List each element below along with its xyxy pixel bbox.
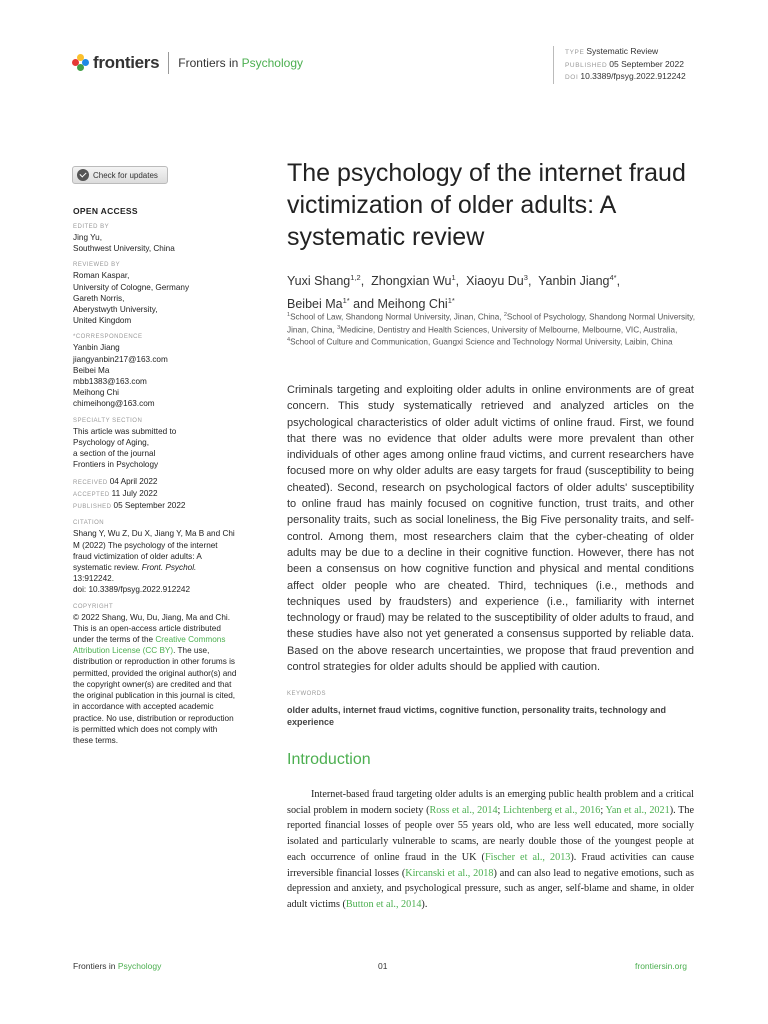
email-link[interactable]: jiangyanbin217@163.com <box>73 354 168 364</box>
journal-logo[interactable] <box>72 52 303 74</box>
author-list: Yuxi Shang$^{1,2}$, Zhongxian Wu$^1$, Xiaoyu Du$^3$, Yanbin Jiang$^{4*}$, Beibei $Ma^{1*}$ and Meihong Chi$^{1*}$ <box>287 273 621 312</box>
copyright-section: COPYRIGHT © 2022 Shang, Wu, Du, Jiang, Ma and Chi. This is an open-access article distributed under the terms of the Creative Commons Attribution License (CC BY). The use, distribution or reproduction in other forums is permitted, provided the original author(s) and the copyright owner(s) are credited and that the original publication in this journal is cited, in accordance with accepted academic practice. No use, distribution or reproduction is permitted which does not comply with these terms. <box>73 603 237 745</box>
author-name: Yanbin Jiang <box>538 274 610 289</box>
abstract: Criminals targeting and exploiting older adults in online environments are of great concern. This study systematically retrieved and analyzed articles on the psychological characteristics of older adult victims of online fraud. First, we found that there was no evidence that older adults were more prevalent than other individuals of other ages among online fraud victims, and current researchers have focused more on why older adults are easy targets for fraud (susceptibility to being cheated). Second, research on psychological factors of older adults' susceptibility to online fraud has mainly focused on cognitive function, trust traits, and other personality traits, such as social loneliness, the Big Five personality traits, and self-control. Among them, most researchers claim that the cyber-cheating of older adults may be due to a decline in their cognitive function. However, there has not been a consensus on how cognitive function and physical and mental conditions affect older people who are cheated. Third, techniques (i.e., methods and techniques used by fraudsters) and experience (i.e., familiarity with internet technology or fraud) may be related to the susceptibility of older adults to fraud, and these studies have also not yet generated a consensus supported by reliable data. Based on the above research uncertainties, we propose that fraud prevention and control strategies for older adults should be applied with caution. <box>287 384 694 674</box>
footer-site-link[interactable]: frontiersin.org <box>635 961 687 971</box>
edited-by-section: EDITED BY Jing Yu, Southwest University, China <box>73 224 175 254</box>
sidebar-info <box>73 222 238 752</box>
journal-name: Frontiers in Psychology <box>178 56 303 70</box>
article-type: Systematic Review <box>586 46 659 56</box>
article-title: The psychology of the internet fraud victimization of older adults: A systematic review <box>287 159 686 251</box>
author-name: Zhongxian Wu <box>371 274 452 289</box>
correspondence-section: *CORRESPONDENCE Yanbin Jiang jiangyanbin217@163.com Beibei Ma mbb1383@163.com Meihong Chi chimeihong@163.com <box>73 332 238 409</box>
author-name: Yuxi Shang <box>287 274 351 289</box>
author-name: Xiaoyu Du <box>466 274 524 289</box>
citation-link[interactable]: Kircanski et al., 2018 <box>405 867 494 879</box>
author-name: Meihong Chi <box>377 297 448 312</box>
check-icon <box>77 169 89 181</box>
specialty-section: SPECIALTY SECTION This article was submitted to Psychology of Aging, a section of the journal Frontiers in Psychology <box>73 417 177 470</box>
introduction-paragraph: Internet-based fraud targeting older adults is an emerging public health problem and a critical social problem in modern society (Ross et al., 2014; Lichtenberg et al., 2016; Yan et al., 2021). The reported financial losses of people over 55 years old, who are less well educated, more socially isolated and particularly vulnerable to scams, are nearly double those of the youngest people at each occurrence of online fraud in the UK (Fischer et al., 2013). Fraud activities can cause irreversible financial losses (Kircanski et al., 2018) and can also lead to negative emotions, such as depression and anxiety, and psychological pressure, such as anger, self-blame and shame, in older adult victims (Button et al., 2014). <box>287 789 695 910</box>
citation-section: CITATION Shang Y, Wu Z, Du X, Jiang Y, Ma B and Chi M (2022) The psychology of the internet fraud victimization of older adults: A systematic review. Front. Psychol. 13:912242. doi: 10.3389/fpsyg.2022.912242 <box>73 518 238 595</box>
citation-link[interactable]: Lichtenberg et al., 2016 <box>503 804 601 816</box>
article-meta: TYPE Systematic Review PUBLISHED 05 September 2022 DOI 10.3389/fpsyg.2022.912242 <box>553 46 686 84</box>
dates-section: RECEIVED 04 April 2022 ACCEPTED 11 July 2022 PUBLISHED 05 September 2022 <box>73 477 186 511</box>
brand-name: frontiers <box>93 53 160 72</box>
footer-journal[interactable]: Frontiers in Psychology <box>73 961 162 971</box>
open-access-label: OPEN ACCESS <box>73 206 138 216</box>
email-link[interactable]: chimeihong@163.com <box>73 399 155 409</box>
citation-link[interactable]: Ross et al., 2014 <box>429 804 498 816</box>
affiliations: $^1$School of Law, Shandong Normal University, Jinan, China, $^2$School of Psychology, Shandong Normal University, Jinan, China, $^3$Medicine, Dentistry and Health Sciences, University of Melbourne, Melbourne, VIC, Australia, $^4$School of Culture and Communication, Guangxi Science and Technology Normal University, Laibin, China <box>287 312 695 348</box>
doi[interactable]: 10.3389/fpsyg.2022.912242 <box>580 71 686 81</box>
check-updates-button[interactable]: Check for updates <box>72 166 168 184</box>
keywords: older adults, internet fraud victims, cognitive function, personality traits, technology and experience <box>287 705 667 727</box>
email-link[interactable]: mbb1383@163.com <box>73 377 147 387</box>
citation-link[interactable]: Fischer et al., 2013 <box>484 851 571 863</box>
frontiers-logo-icon <box>72 54 90 72</box>
section-heading-introduction: Introduction <box>287 751 371 768</box>
header-divider <box>168 52 169 74</box>
citation-link[interactable]: Yan et al., 2021 <box>605 804 670 816</box>
keywords-label: KEYWORDS <box>287 691 327 697</box>
author-name: Beibei Ma <box>287 297 343 312</box>
citation-link[interactable]: Button et al., 2014 <box>345 898 422 910</box>
reviewed-by-section: REVIEWED BY Roman Kaspar, University of Cologne, Germany Gareth Norris, Aberystwyth University, United Kingdom <box>73 262 190 326</box>
published-date: 05 September 2022 <box>609 58 684 69</box>
page-number: 01 <box>378 961 388 971</box>
license-link[interactable]: Creative Commons Attribution License (CC BY) <box>73 635 226 656</box>
citation-doi[interactable]: doi: 10.3389/fpsyg.2022.912242 <box>73 585 190 595</box>
